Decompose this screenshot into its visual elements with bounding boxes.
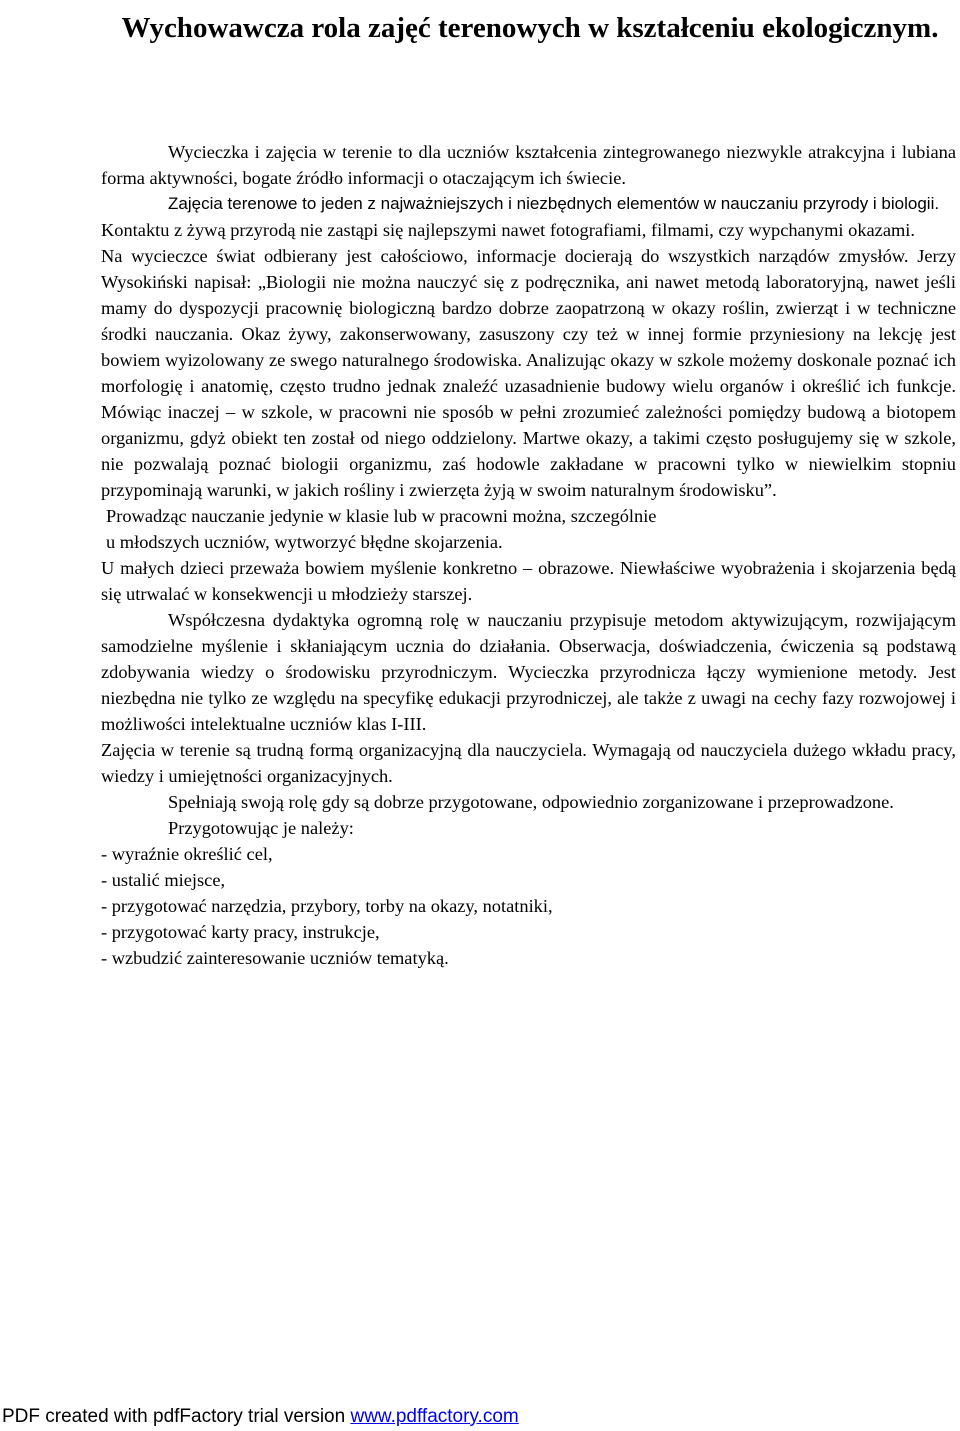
paragraph: Zajęcia w terenie są trudną formą organizacyjną dla nauczyciela. Wymagają od nauczyciela dużego wkładu pracy, wiedzy i umiejętności organizacyjnych. [101, 740, 956, 786]
document-title: Wychowawcza rola zajęć terenowych w kształceniu ekologicznym. [121, 12, 939, 45]
list-item: - przygotować narzędzia, przybory, torby na okazy, notatniki, [101, 896, 553, 916]
paragraph: Prowadząc nauczanie jedynie w klasie lub w pracowni można, szczególnie [106, 506, 657, 526]
document-body [101, 139, 956, 971]
footer-link[interactable]: www.pdffactory.com [350, 1406, 519, 1427]
list-item: - wzbudzić zainteresowanie uczniów tematyką. [101, 948, 449, 968]
paragraph: U małych dzieci przeważa bowiem myślenie konkretno – obrazowe. Niewłaściwe wyobrażenia i skojarzenia będą się utrwalać w konsekwencji u młodzieży starszej. [101, 558, 956, 604]
paragraph: Wycieczka i zajęcia w terenie to dla uczniów kształcenia zintegrowanego niezwykle atrakcyjna i lubiana forma aktywności, bogate źródło informacji o otaczającym ich świecie. [101, 142, 956, 188]
paragraph: u młodszych uczniów, wytworzyć błędne skojarzenia. [106, 532, 503, 552]
footer-text: PDF created with pdfFactory trial version [2, 1406, 351, 1427]
list-item: - przygotować karty pracy, instrukcje, [101, 922, 380, 942]
pdf-footer [2, 1404, 519, 1430]
paragraph: Na wycieczce świat odbierany jest całościowo, informacje docierają do wszystkich narządów zmysłów. Jerzy Wysokiński napisał: „Biologii nie można nauczyć się z podręcznika, ani nawet metodą laboratoryjną, nawet jeśli mamy do dyspozycji pracownię biologiczną bardzo dobrze zaopatrzoną w okazy roślin, zwierząt i w techniczne środki nauczania. Okaz żywy, zakonserwowany, zasuszony czy też w innej formie przyniesiony na lekcję jest bowiem wyizolowany ze swego naturalnego środowiska. Analizując okazy w szkole możemy doskonale poznać ich morfologię i anatomię, często trudno jednak znaleźć uzasadnienie budowy wielu organów i określić ich funkcje. Mówiąc inaczej – w szkole, w pracowni nie sposób w pełni zrozumieć zależności pomiędzy budową a biotopem organizmu, gdyż obiekt ten został od niego oddzielony. Martwe okazy, a takimi często posługujemy się w szkole, nie pozwalają poznać biologii organizmu, zaś hodowle zakładane w pracowni tylko w niewielkim stopniu przypominają warunki, w jakich rośliny i zwierzęta żyją w swoim naturalnym środowisku”. [101, 246, 956, 500]
paragraph: Kontaktu z żywą przyrodą nie zastąpi się najlepszymi nawet fotografiami, filmami, czy wypchanymi okazami. [101, 220, 916, 240]
paragraph: Spełniają swoją rolę gdy są dobrze przygotowane, odpowiednio zorganizowane i przeprowadzone. [168, 792, 894, 812]
paragraph: Przygotowując je należy: [168, 818, 354, 838]
list-item: - ustalić miejsce, [101, 870, 226, 890]
paragraph: Współczesna dydaktyka ogromną rolę w nauczaniu przypisuje metodom aktywizującym, rozwijającym samodzielne myślenie i skłaniającym ucznia do działania. Obserwacja, doświadczenia, ćwiczenia są podstawą zdobywania wiedzy o środowisku przyrodniczym. Wycieczka przyrodnicza łączy wymienione metody. Jest niezbędna nie tylko ze względu na specyfikę edukacji przyrodniczej, ale także z uwagi na cechy fazy rozwojowej i możliwości intelektualne uczniów klas I-III. [101, 610, 956, 734]
preparation-list [101, 841, 956, 971]
list-item: - wyraźnie określić cel, [101, 844, 273, 864]
paragraph: Zajęcia terenowe to jeden z najważniejszych i niezbędnych elementów w nauczaniu przyrody i biologii. [168, 194, 940, 213]
